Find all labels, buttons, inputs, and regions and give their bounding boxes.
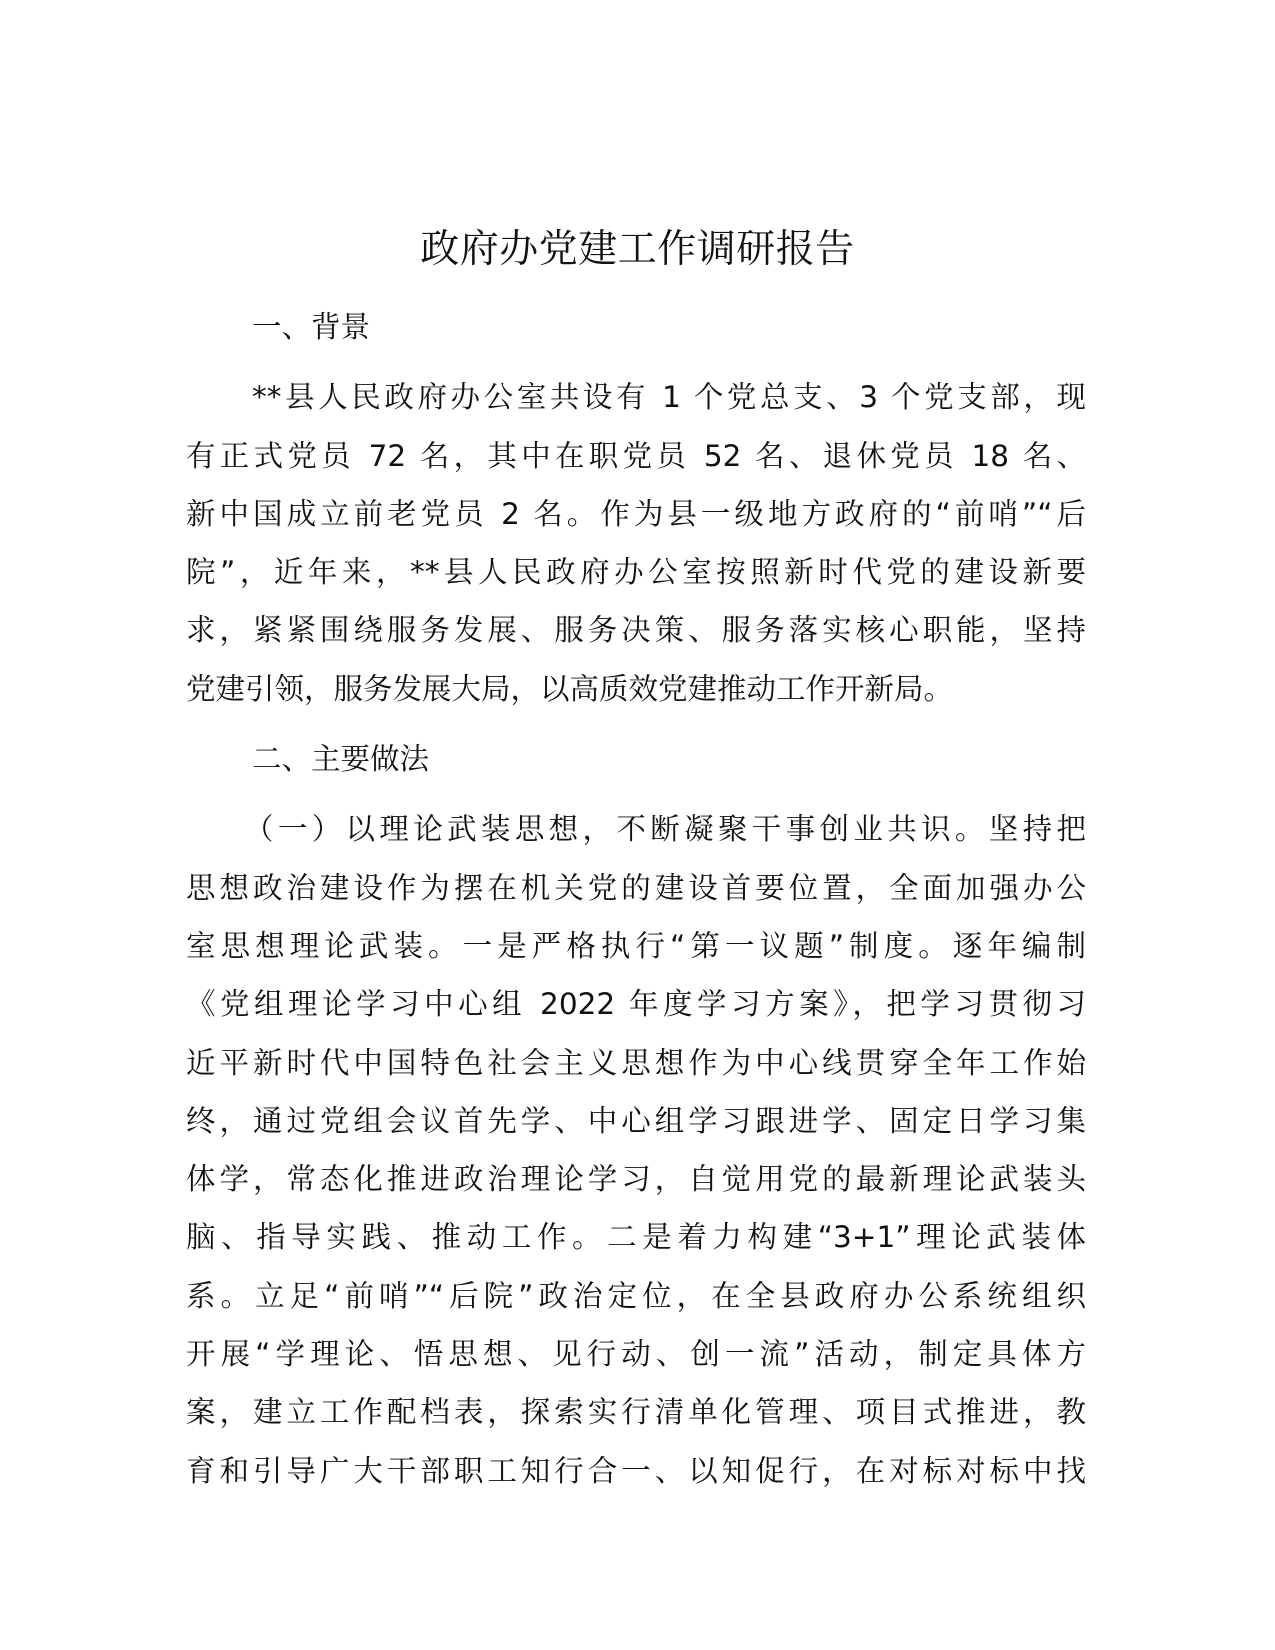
paragraph-line: 求，紧紧围绕服务发展、服务决策、服务落实核心职能，坚持 <box>186 613 1086 648</box>
paragraph-line: 案，建立工作配档表，探索实行清单化管理、项目式推进，教 <box>186 1395 1086 1430</box>
section-heading-main-practices: 二、主要做法 <box>252 742 430 777</box>
document-body <box>186 298 1086 1500</box>
document-title: 政府办党建工作调研报告 <box>420 227 855 272</box>
paragraph-line: **县人民政府办公室共设有 1 个党总支、3 个党支部，现 <box>252 380 1086 415</box>
paragraph-line: 院”，近年来，**县人民政府办公室按照新时代党的建设新要 <box>186 555 1086 590</box>
paragraph-line: 党建引领，服务发展大局，以高质效党建推动工作开新局。 <box>186 671 954 706</box>
paragraph-line: 《党组理论学习中心组 2022 年度学习方案》，把学习贯彻习 <box>186 987 1086 1022</box>
paragraph-line: 思想政治建设作为摆在机关党的建设首要位置，全面加强办公 <box>186 870 1086 905</box>
paragraph-line: 有正式党员 72 名，其中在职党员 52 名、退休党员 18 名、 <box>186 438 1086 473</box>
section-heading-background: 一、背景 <box>252 310 371 344</box>
paragraph-line: 新中国成立前老党员 2 名。作为县一级地方政府的“前哨”“后 <box>186 496 1086 531</box>
paragraph-line: （一）以理论武装思想，不断凝聚干事创业共识。坚持把 <box>244 812 1086 847</box>
paragraph-theory-armament <box>186 800 1086 1500</box>
paragraph-line: 开展“学理论、悟思想、见行动、创一流”活动，制定具体方 <box>186 1337 1086 1372</box>
paragraph-line: 近平新时代中国特色社会主义思想作为中心线贯穿全年工作始 <box>186 1045 1086 1080</box>
paragraph-line: 系。立足“前哨”“后院”政治定位，在全县政府办公系统组织 <box>186 1278 1086 1313</box>
paragraph-background <box>186 368 1086 718</box>
paragraph-line: 脑、指导实践、推动工作。二是着力构建“3+1”理论武装体 <box>186 1220 1086 1255</box>
paragraph-line: 育和引导广大干部职工知行合一、以知促行，在对标对标中找 <box>186 1453 1086 1488</box>
paragraph-line: 体学，常态化推进政治理论学习，自觉用党的最新理论武装头 <box>186 1162 1086 1197</box>
paragraph-line: 室思想理论武装。一是严格执行“第一议题”制度。逐年编制 <box>186 928 1086 963</box>
paragraph-line: 终，通过党组会议首先学、中心组学习跟进学、固定日学习集 <box>186 1103 1086 1138</box>
